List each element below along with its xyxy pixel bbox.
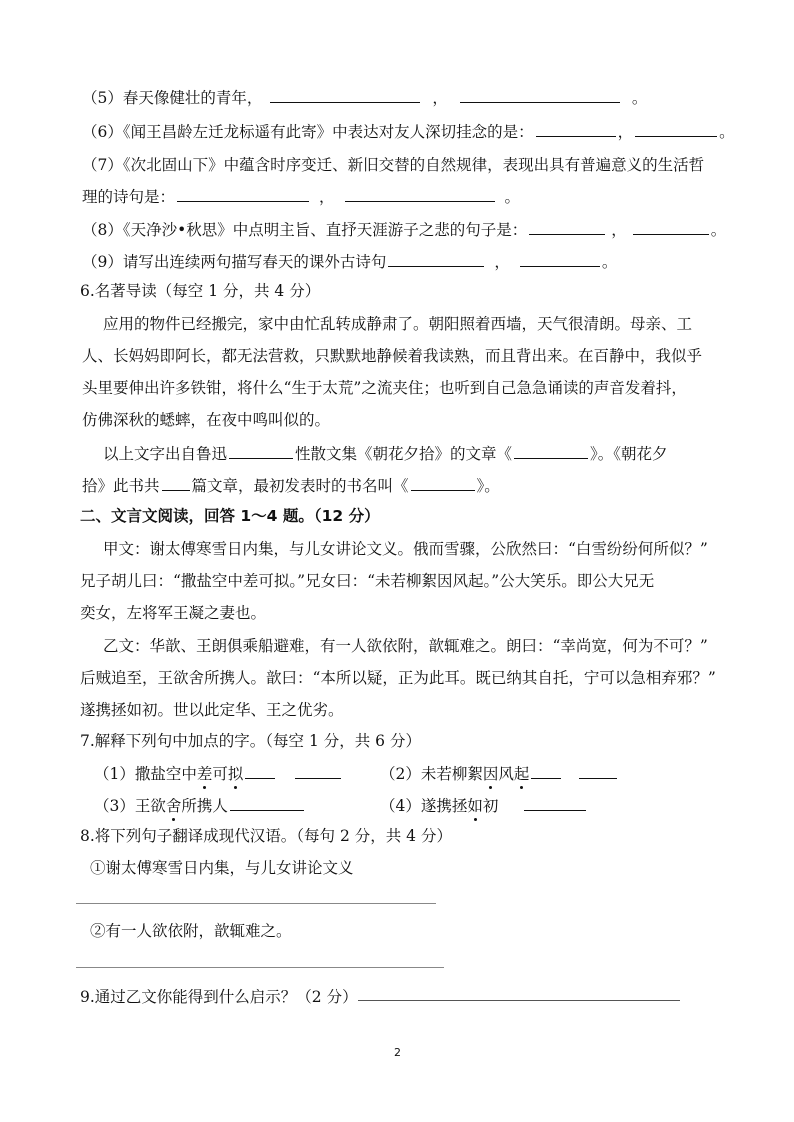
comma: ， — [611, 221, 627, 239]
period: 。 — [710, 221, 727, 239]
item-6 — [82, 121, 735, 142]
q9-heading — [80, 987, 358, 1007]
q6-fill-text: 以上文字出自鲁迅 — [103, 445, 228, 463]
q7-text: （3）王欲 — [94, 797, 166, 815]
q6-passage-line: 头里要伸出许多铁钳，将什么“生于太荒”之流夹住；也听到自己急急诵读的声音发着抖， — [82, 379, 687, 397]
q8-heading: 8.将下列句子翻译成现代汉语。（每句 2 分，共 4 分） — [80, 827, 452, 845]
q7-item-1 — [94, 763, 343, 784]
item-7-text: （7）《次北固山下》中蕴含时序变迁、新旧交替的自然规律，表现出具有普遍意义的生活哲 — [82, 156, 705, 174]
q6-fill-text: 》。 — [476, 477, 500, 495]
answer-blank[interactable] — [230, 795, 304, 811]
q7-text: 初 — [482, 797, 499, 815]
answer-blank[interactable] — [460, 87, 620, 103]
q6-fill-text: 》。《朝花夕 — [590, 445, 668, 463]
item-5-text: （5）春天像健壮的青年， — [82, 89, 263, 107]
answer-blank[interactable] — [524, 795, 586, 811]
q8-sentence-1: ①谢太傅寒雪日内集，与儿女讲论文义 — [90, 859, 354, 877]
q7-heading: 7.解释下列句中加点的字。（每空 1 分，共 6 分） — [80, 732, 421, 750]
period: 。 — [631, 89, 648, 107]
answer-blank[interactable] — [529, 219, 605, 235]
q6-fill-text: 拾》此书共 — [82, 477, 160, 495]
item-7-line1 — [82, 155, 704, 175]
yi-text-line: 后贼追至，王欲舍所携人。歆曰：“本所以疑，正为此耳。既已纳其自托，宁可以急相弃邪？” — [80, 669, 716, 687]
q6-passage-line: 人、长妈妈即阿长，都无法营救，只默默地静候着我读熟，而且背出来。在百静中，我似乎 — [82, 347, 703, 365]
q6-heading: 6.名著导读（每空 1 分，共 4 分） — [80, 282, 321, 300]
jia-text-line: 甲文：谢太傅寒雪日内集，与儿女讲论文义。俄而雪骤，公欣然曰：“白雪纷纷何所似？” — [103, 540, 708, 558]
q7-item-3 — [94, 795, 306, 816]
answer-blank[interactable] — [579, 763, 617, 779]
period: 。 — [601, 253, 618, 271]
q7-text: （2）未若柳絮 — [380, 765, 483, 783]
q7-text: 风 — [498, 765, 514, 783]
q7-text: （1）撒盐空中 — [94, 765, 197, 783]
q6-passage-line: 仿佛深秋的蟋蟀，在夜中鸣叫似的。 — [82, 411, 331, 429]
item-9 — [82, 251, 617, 272]
comma: ， — [432, 89, 448, 107]
q7-text: 所携人 — [181, 797, 228, 815]
answer-line[interactable] — [76, 903, 436, 904]
answer-blank[interactable] — [245, 763, 275, 779]
q7-item-4 — [380, 795, 588, 816]
q8-sentence-2: ②有一人欲依附，歆辄难之。 — [90, 922, 292, 940]
page-number: 2 — [394, 1046, 401, 1059]
dotted-char: 舍 — [165, 797, 182, 815]
period: 。 — [719, 123, 735, 141]
q6-fill-line2 — [82, 475, 500, 496]
q9-text: 9.通过乙文你能得到什么启示？（2 分） — [80, 988, 358, 1006]
item-7-line2 — [82, 186, 520, 207]
period: 。 — [504, 188, 521, 206]
dotted-char: 差 — [196, 765, 213, 783]
item-7-text-cont: 理的诗句是： — [82, 188, 176, 206]
answer-blank[interactable] — [635, 121, 717, 137]
q7-item-2 — [380, 763, 619, 784]
q6-fill-text: 篇文章，最初发表时的书名叫《 — [191, 477, 409, 495]
answer-blank[interactable] — [536, 121, 616, 137]
jia-text-line: 兄子胡儿曰：“撒盐空中差可拟。”兄女曰：“未若柳絮因风起。”公大笑乐。即公大兄无 — [80, 572, 655, 590]
jia-text-line: 奕女，左将军王凝之妻也。 — [80, 604, 267, 622]
answer-blank[interactable] — [514, 443, 588, 459]
answer-blank[interactable] — [411, 475, 475, 491]
comma: ， — [617, 123, 634, 141]
answer-blank[interactable] — [345, 186, 495, 202]
answer-blank[interactable] — [295, 763, 341, 779]
answer-line[interactable] — [76, 967, 444, 968]
comma: ， — [494, 253, 510, 271]
item-9-text: （9）请写出连续两句描写春天的课外古诗句 — [82, 253, 387, 271]
section2-heading: 二、文言文阅读，回答 1～4 题。（12 分） — [80, 507, 380, 525]
yi-text-line: 遂携拯如初。世以此定华、王之优劣。 — [80, 701, 344, 719]
q7-text: （4）遂携拯 — [380, 797, 468, 815]
q6-fill-line1 — [103, 443, 668, 464]
comma: ， — [319, 188, 335, 206]
answer-blank[interactable] — [162, 475, 190, 491]
item-5 — [82, 87, 647, 108]
answer-line[interactable] — [358, 1000, 680, 1001]
answer-blank[interactable] — [520, 251, 600, 267]
answer-blank[interactable] — [270, 87, 420, 103]
item-8 — [82, 219, 726, 240]
item-6-text: （6）《闻王昌龄左迁龙标遥有此寄》中表达对友人深切挂念的是： — [82, 123, 534, 141]
dotted-char: 拟 — [227, 765, 244, 783]
q6-passage-line: 应用的物件已经搬完，家中由忙乱转成静肃了。朝阳照着西墙，天气很清朗。母亲、工 — [103, 315, 693, 333]
q6-fill-text: 性散文集《朝花夕拾》的文章《 — [295, 445, 513, 463]
answer-blank[interactable] — [633, 219, 709, 235]
dotted-char: 如 — [467, 797, 483, 815]
q7-text: 可 — [212, 765, 228, 783]
answer-blank[interactable] — [531, 763, 561, 779]
answer-blank[interactable] — [177, 186, 309, 202]
dotted-char: 因 — [482, 765, 499, 783]
answer-blank[interactable] — [229, 443, 293, 459]
item-8-text: （8）《天净沙•秋思》中点明主旨、直抒天涯游子之悲的句子是： — [82, 221, 528, 239]
dotted-char: 起 — [513, 765, 530, 783]
yi-text-line: 乙文：华歆、王朗俱乘船避难，有一人欲依附，歆辄难之。朗曰：“幸尚宽，何为不可？” — [103, 637, 708, 655]
answer-blank[interactable] — [388, 251, 484, 267]
